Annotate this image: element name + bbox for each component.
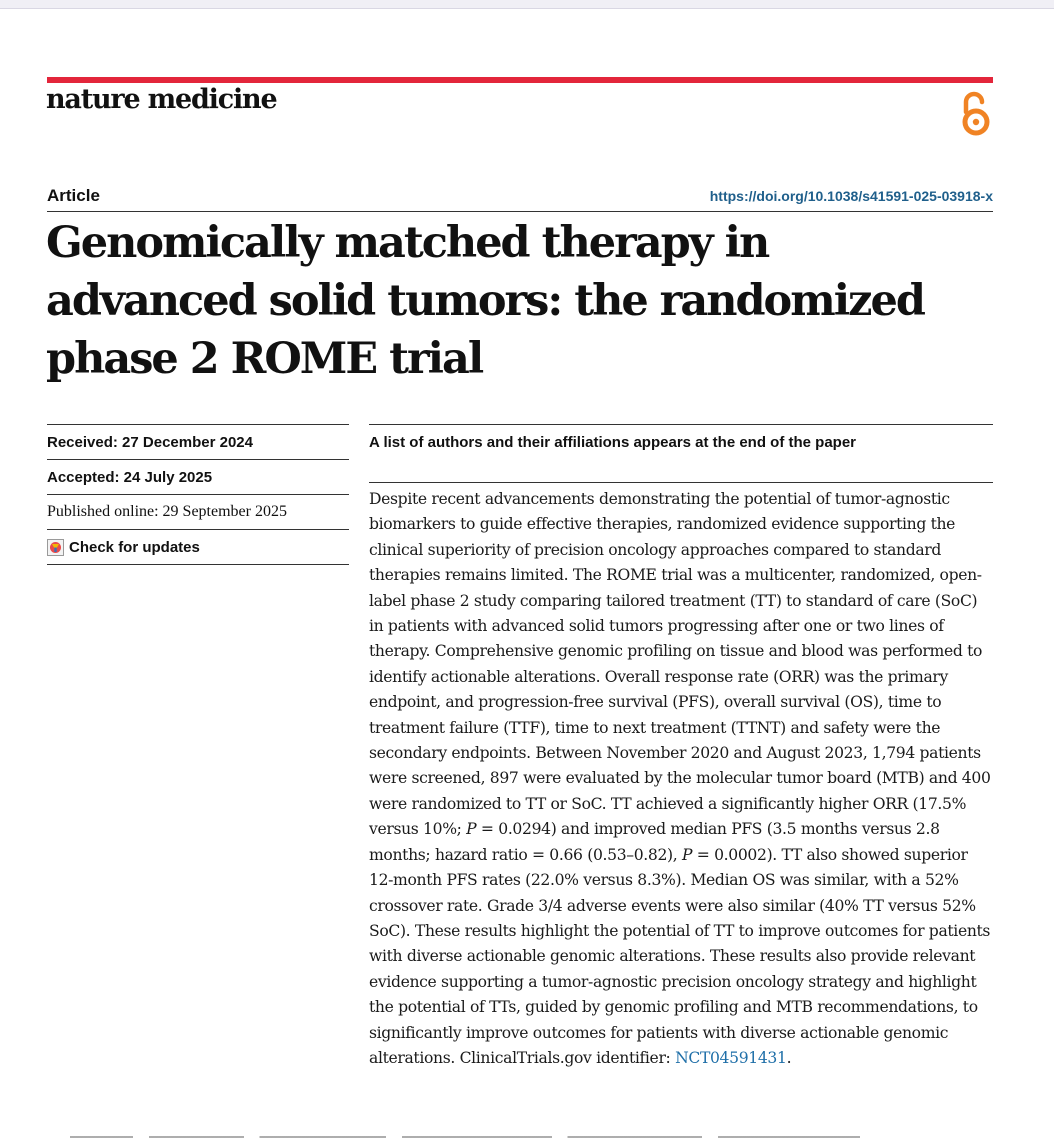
abstract-text xyxy=(369,487,993,1071)
abstract-part-2: = 0.0294) and improved median PFS (3.5 months versus 2.8 months; hazard ratio = 0.66 (0.53–0.82), xyxy=(369,820,940,864)
check-for-updates-button[interactable] xyxy=(47,539,200,556)
abstract-part-3: = 0.0002). TT also showed superior 12-month PFS rates (22.0% versus 8.3%). Median OS was similar, with a 52% crossover rate. Grade 3/4 adverse events were also similar (40% TT versus 52% SoC). These results highlight the potential of TT to improve outcomes for patients with diverse actionable genomic alterations. These results also provide relevant evidence supporting a tumor-agnostic precision oncology strategy and highlight the potential of TTs, guided by genomic profiling and MTB recommendations, to significantly improve outcomes for patients with diverse actionable genomic alterations. ClinicalTrials.gov identifier: xyxy=(369,845,991,1067)
nct-identifier-link[interactable]: NCT04591431 xyxy=(675,1048,787,1067)
next-paragraph-cutoff xyxy=(70,1131,860,1141)
check-updates-icon xyxy=(47,539,64,556)
browser-top-bar xyxy=(0,0,1054,9)
abstract-part-1: Despite recent advancements demonstrating the potential of tumor-agnostic biomarkers to guide effective therapies, randomized evidence supporting the clinical superiority of precision oncology approaches compared to standard therapies remains limited. The ROME trial was a multicenter, randomized, open-label phase 2 study comparing tailored treatment (TT) to standard of care (SoC) in patients with advanced solid tumors progressing after one or two lines of therapy. Comprehensive genomic profiling on tissue and blood was performed to identify actionable alterations. Overall response rate (ORR) was the primary endpoint, and progression-free survival (PFS), overall survival (OS), time to treatment failure (TTF), time to next treatment (TTNT) and safety were the secondary endpoints. Between November 2020 and August 2023, 1,794 patients were screened, 897 were evaluated by the molecular tumor board (MTB) and 400 were randomized to TT or SoC. TT achieved a significantly higher ORR (17.5% versus 10%; xyxy=(369,490,991,839)
check-updates-row xyxy=(47,529,349,565)
accepted-date: Accepted: 24 July 2025 xyxy=(47,459,349,494)
abstract-column xyxy=(369,424,993,1071)
article-type: Article xyxy=(47,186,100,205)
article-title: Genomically matched therapy in advanced solid tumors: the randomized phase 2 ROME trial xyxy=(46,218,924,384)
abstract-end: . xyxy=(786,1048,792,1067)
article-metadata xyxy=(47,424,349,565)
p-value-label-1: P xyxy=(466,820,477,839)
doi-link[interactable]: https://doi.org/10.1038/s41591-025-03918-x xyxy=(709,188,993,204)
check-updates-label: Check for updates xyxy=(69,538,200,556)
title-rule xyxy=(47,211,993,212)
open-access-icon xyxy=(958,90,994,136)
published-date: Published online: 29 September 2025 xyxy=(47,494,349,529)
p-value-label-2: P xyxy=(682,845,693,864)
journal-accent-rule xyxy=(47,77,993,83)
journal-name: nature medicine xyxy=(46,84,277,115)
authors-note: A list of authors and their affiliations appears at the end of the paper xyxy=(369,424,993,483)
received-date: Received: 27 December 2024 xyxy=(47,424,349,459)
